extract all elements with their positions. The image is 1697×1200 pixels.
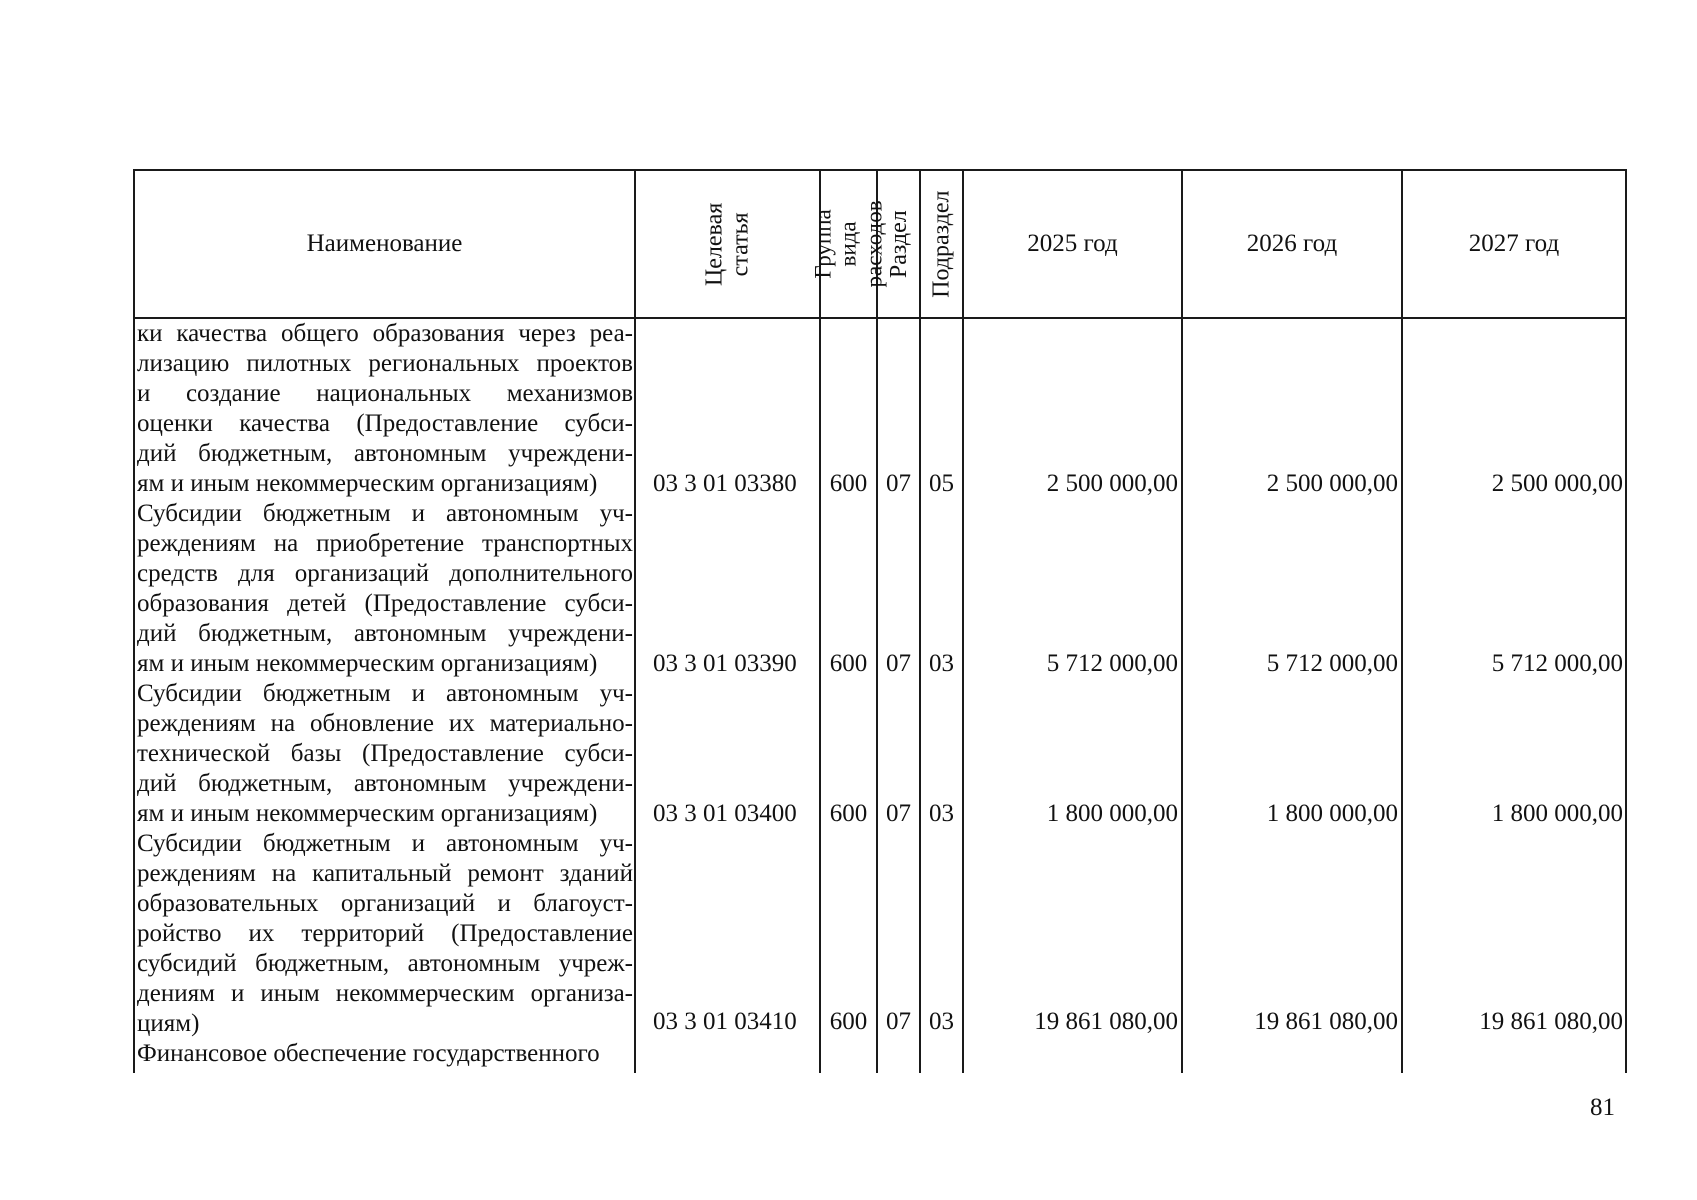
header-2027: 2027 год (1468, 229, 1560, 257)
header-name: Наименование (306, 229, 463, 257)
row-3-2026: 1 800 000,00 (1266, 800, 1398, 827)
row-3-name-line-1: Субсидии бюджетным и автономным уч- (137, 680, 633, 707)
row-2-section: 07 (886, 650, 911, 677)
row-4-code: 03 3 01 03410 (653, 1008, 797, 1035)
row-3-code: 03 3 01 03400 (653, 800, 797, 827)
row-1-name-line-2: лизацию пилотных региональных проектов (137, 350, 633, 377)
row-4-subsection: 03 (929, 1008, 954, 1035)
col-border-8 (1625, 169, 1627, 1073)
header-section (878, 171, 919, 317)
header-expense-group-text: Группа вида расходов (810, 200, 887, 288)
header-2025: 2025 год (1027, 229, 1118, 257)
row-4-2026: 19 861 080,00 (1254, 1008, 1398, 1035)
row-4-name-line-1: Субсидии бюджетным и автономным уч- (137, 830, 633, 857)
row-3-name-line-3: технической базы (Предоставление субси- (137, 740, 633, 767)
budget-table (133, 169, 1627, 1073)
header-subsection (921, 171, 962, 317)
row-3-subsection: 03 (929, 800, 954, 827)
row-3-2025: 1 800 000,00 (1046, 800, 1178, 827)
row-4-name-line-3: образовательных организаций и благоуст- (137, 890, 633, 917)
row-3-2027: 1 800 000,00 (1491, 800, 1623, 827)
header-2026: 2026 год (1246, 229, 1338, 257)
row-1-code: 03 3 01 03380 (653, 470, 797, 497)
page-number: 81 (1590, 1094, 1615, 1121)
row-2-group: 600 (829, 650, 868, 677)
row-4-2027: 19 861 080,00 (1479, 1008, 1623, 1035)
row-2-subsection: 03 (929, 650, 954, 677)
row-1-2027: 2 500 000,00 (1491, 470, 1623, 497)
row-1-2025: 2 500 000,00 (1046, 470, 1178, 497)
row-4-name-line-6: дениям и иным некоммерческим организа- (137, 980, 633, 1007)
row-1-subsection: 05 (929, 470, 954, 497)
row-2-name-line-1: Субсидии бюджетным и автономным уч- (137, 500, 633, 527)
row-4-name-line-4: ройство их территорий (Предоставление (137, 920, 633, 947)
row-4-name-line-5: субсидий бюджетным, автономным учреж- (137, 950, 633, 977)
row-1-2026: 2 500 000,00 (1266, 470, 1398, 497)
header-target-article-text: Целевая статья (701, 202, 754, 286)
row-3-section: 07 (886, 800, 911, 827)
row-3-name-line-2: реждениям на обновление их материально- (137, 710, 633, 737)
row-2-name-line-5: дий бюджетным, автономным учреждени- (137, 620, 633, 647)
row-3-name-line-5: ям и иным некоммерческим организациям) (137, 800, 598, 827)
row-1-group: 600 (829, 470, 868, 497)
row-2-name-line-2: реждениям на приобретение транспортных (137, 530, 633, 557)
row-1-name-line-4: оценки качества (Предоставление субси- (137, 410, 633, 437)
row-2-name-line-3: средств для организаций дополнительного (137, 560, 633, 587)
row-3-group: 600 (829, 800, 868, 827)
row-2-2025: 5 712 000,00 (1046, 650, 1178, 677)
row-4-2025: 19 861 080,00 (1034, 1008, 1178, 1035)
row-4-section: 07 (886, 1008, 911, 1035)
row-1-name-line-3: и создание национальных механизмов (137, 380, 633, 407)
header-target-article (636, 171, 819, 317)
header-expense-group (810, 171, 887, 317)
row-2-name-line-6: ям и иным некоммерческим организациям) (137, 650, 598, 677)
row-5-name-line-1: Финансовое обеспечение государственного (137, 1040, 600, 1067)
row-4-name-line-7: циям) (137, 1010, 200, 1037)
row-1-name-line-1: ки качества общего образования через реа- (137, 320, 633, 347)
row-1-name-line-5: дий бюджетным, автономным учреждени- (137, 440, 633, 467)
row-2-2027: 5 712 000,00 (1491, 650, 1623, 677)
row-4-name-line-2: реждениям на капитальный ремонт зданий (137, 860, 633, 887)
row-2-2026: 5 712 000,00 (1266, 650, 1398, 677)
row-4-group: 600 (829, 1008, 868, 1035)
row-2-name-line-4: образования детей (Предоставление субси- (137, 590, 633, 617)
row-1-section: 07 (886, 470, 911, 497)
row-2-code: 03 3 01 03390 (653, 650, 797, 677)
row-1-name-line-6: ям и иным некоммерческим организациям) (137, 470, 598, 497)
header-subsection-text: Подраздел (928, 190, 955, 298)
row-3-name-line-4: дий бюджетным, автономным учреждени- (137, 770, 633, 797)
header-section-text: Раздел (885, 210, 912, 278)
